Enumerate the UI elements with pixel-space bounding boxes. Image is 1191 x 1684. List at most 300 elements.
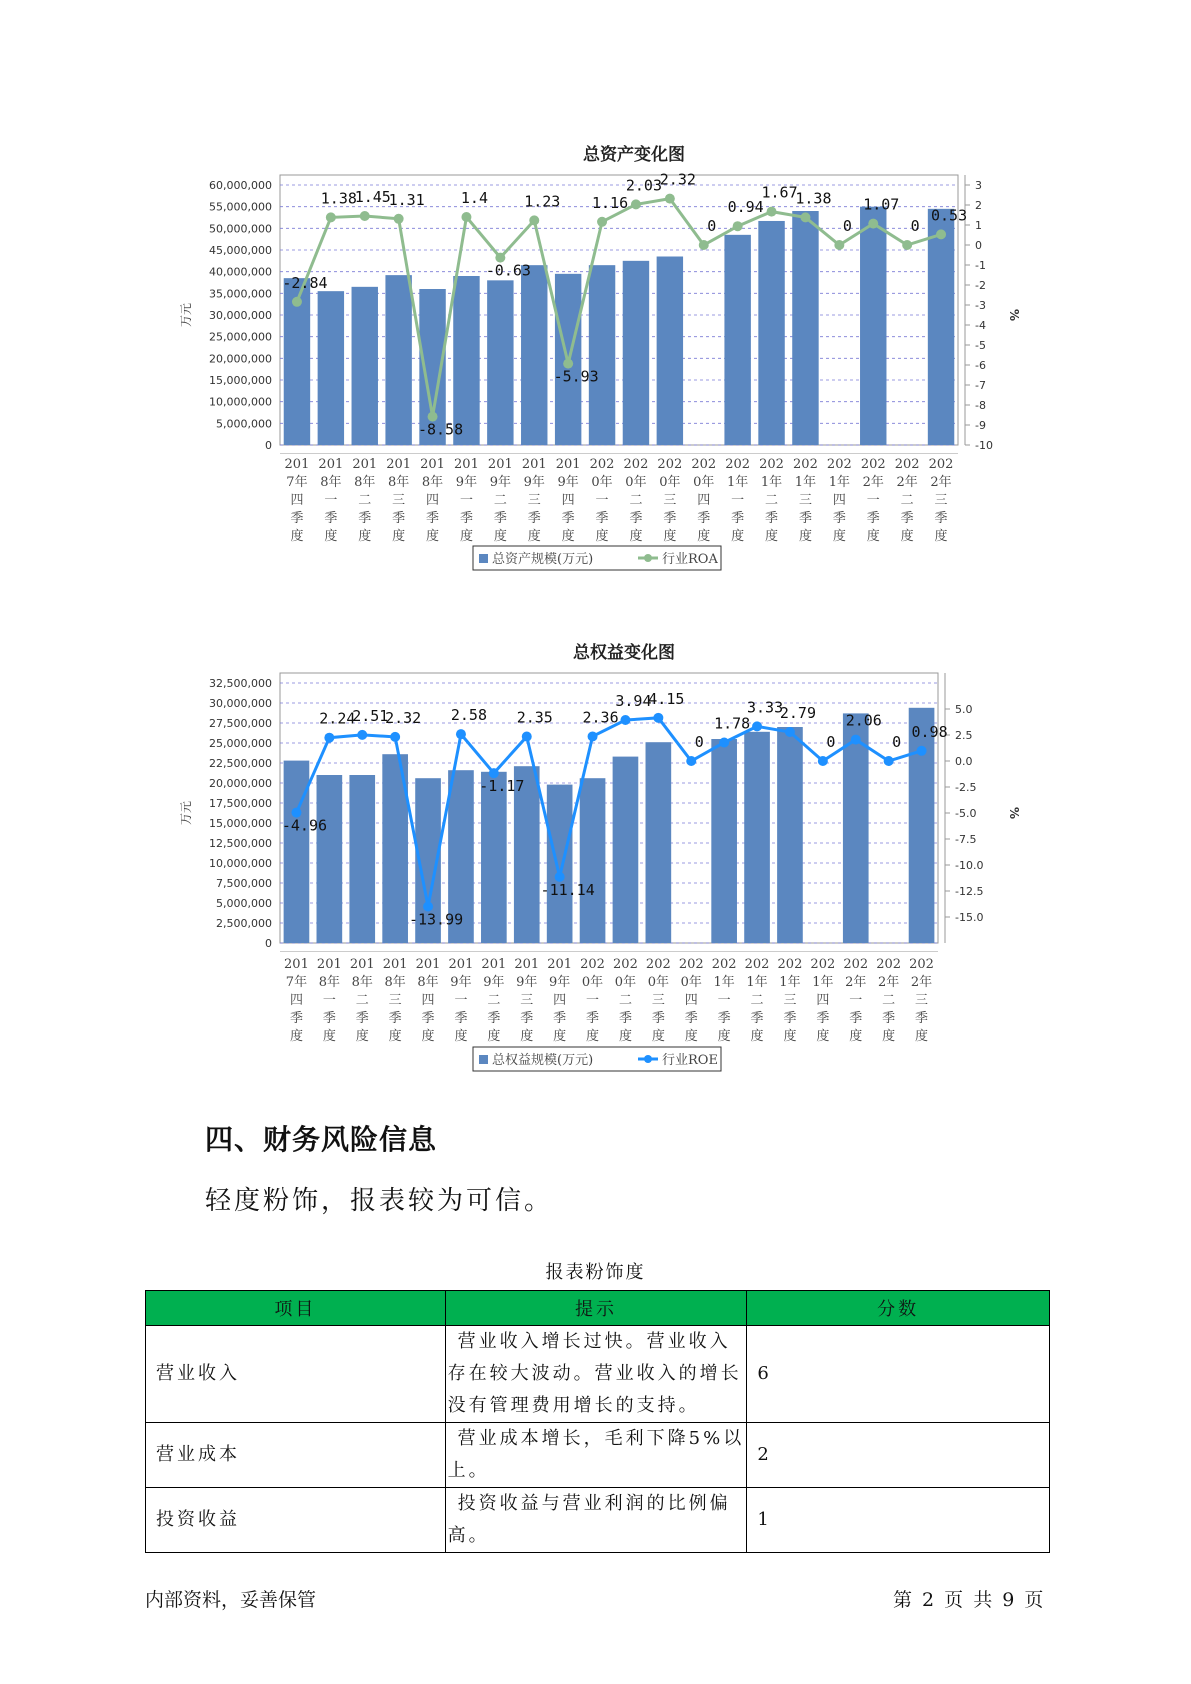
x-tick-label: 季 xyxy=(697,511,711,526)
x-tick-label: 1年 xyxy=(812,975,834,990)
data-label: 1.78 xyxy=(714,714,751,733)
x-tick-label: 度 xyxy=(934,529,948,544)
x-tick-label: 202 xyxy=(793,457,818,472)
x-tick-label: 度 xyxy=(832,529,846,544)
data-label: 0.98 xyxy=(911,722,948,741)
bar xyxy=(613,757,639,943)
header-item: 项目 xyxy=(146,1291,446,1326)
x-tick-label: 7年 xyxy=(286,475,308,490)
y2-tick-label: -7 xyxy=(975,379,986,392)
x-tick-label: 201 xyxy=(448,957,474,972)
x-tick-label: 1年 xyxy=(713,975,735,990)
x-tick-label: 度 xyxy=(520,1029,534,1044)
bar xyxy=(928,209,954,445)
bar xyxy=(487,280,513,445)
x-tick-label: 度 xyxy=(454,1029,468,1044)
row-score: 2 xyxy=(747,1423,1050,1488)
x-tick-label: 度 xyxy=(717,1029,731,1044)
data-label: 2.32 xyxy=(659,170,696,189)
x-tick-label: 三 xyxy=(651,993,665,1008)
x-tick-label: 四 xyxy=(290,493,304,508)
x-tick-label: 202 xyxy=(826,457,852,472)
x-tick-label: 201 xyxy=(481,957,507,972)
x-tick-label: 季 xyxy=(765,511,779,526)
x-tick-label: 季 xyxy=(816,1011,830,1026)
y-tick-label: 25,000,000 xyxy=(209,330,272,344)
x-tick-label: 8年 xyxy=(417,975,439,990)
x-tick-label: 季 xyxy=(783,1011,797,1026)
table-caption: 报表粉饰度 xyxy=(545,1262,646,1283)
x-tick-label: 一 xyxy=(459,493,473,508)
x-tick-label: 9年 xyxy=(549,975,571,990)
x-tick-label: 季 xyxy=(487,1011,501,1026)
x-tick-label: 一 xyxy=(849,993,863,1008)
data-point xyxy=(324,733,334,743)
row-hint: 营业成本增长，毛利下降5%以上。 xyxy=(445,1423,747,1488)
y2-tick-label: -10.0 xyxy=(955,859,984,872)
x-tick-label: 度 xyxy=(731,529,745,544)
bar xyxy=(521,265,547,445)
bar xyxy=(744,732,770,943)
y2-tick-label: -1 xyxy=(975,259,986,272)
x-tick-label: 1年 xyxy=(794,475,817,490)
data-point xyxy=(631,199,641,209)
x-tick-label: 三 xyxy=(392,493,406,508)
x-tick-label: 201 xyxy=(349,957,375,972)
y-tick-label: 50,000,000 xyxy=(209,222,272,236)
bar xyxy=(317,775,343,943)
total-assets-chart xyxy=(0,130,1191,590)
y-tick-label: 25,000,000 xyxy=(209,737,272,750)
x-tick-label: 季 xyxy=(798,511,812,526)
data-point xyxy=(360,211,370,221)
data-label: 1.45 xyxy=(354,188,391,206)
section-title: 四、财务风险信息 xyxy=(205,1123,438,1156)
data-label: -2.84 xyxy=(282,273,328,292)
x-tick-label: 0年 xyxy=(647,975,669,990)
y-tick-label: 2,500,000 xyxy=(216,917,272,930)
x-tick-label: 201 xyxy=(514,957,540,972)
y-tick-label: 40,000,000 xyxy=(209,265,272,279)
x-tick-label: 一 xyxy=(322,993,336,1008)
x-tick-label: 一 xyxy=(324,493,338,508)
data-label: 0 xyxy=(842,217,852,235)
x-tick-label: 度 xyxy=(915,1029,929,1044)
bar xyxy=(589,265,615,445)
y-tick-label: 5,000,000 xyxy=(216,897,272,910)
x-tick-label: 0年 xyxy=(591,475,613,490)
x-tick-label: 202 xyxy=(843,957,869,972)
x-tick-label: 二 xyxy=(493,493,507,508)
header-hint: 提示 xyxy=(445,1291,747,1326)
data-point xyxy=(394,214,404,224)
data-label: 1.67 xyxy=(761,183,798,202)
x-tick-label: 三 xyxy=(783,993,797,1008)
row-hint: 营业收入增长过快。营业收入存在较大波动。营业收入的增长没有管理费用增长的支持。 xyxy=(445,1326,747,1423)
x-tick-label: 201 xyxy=(318,457,344,472)
x-tick-label: 2年 xyxy=(896,475,918,490)
x-tick-label: 度 xyxy=(421,1029,435,1044)
data-label: 2.79 xyxy=(779,703,817,722)
total-equity-chart xyxy=(0,628,1191,1088)
y2-tick-label: -2.5 xyxy=(955,781,977,794)
x-tick-label: 季 xyxy=(421,1011,435,1026)
y2-tick-label: -10 xyxy=(975,439,993,452)
data-point xyxy=(456,729,466,739)
x-tick-label: 1年 xyxy=(779,975,801,990)
bar xyxy=(385,275,411,445)
x-tick-label: 1年 xyxy=(760,475,783,490)
row-item: 营业收入 xyxy=(146,1326,446,1423)
x-tick-label: 度 xyxy=(586,1029,600,1044)
x-tick-label: 季 xyxy=(832,511,846,526)
x-tick-label: 度 xyxy=(527,529,541,544)
data-label: 1.16 xyxy=(591,193,629,212)
x-tick-label: 季 xyxy=(915,1011,929,1026)
x-tick-label: 季 xyxy=(459,511,473,526)
data-point xyxy=(936,229,946,239)
x-tick-label: 202 xyxy=(725,457,751,472)
y2-tick-label: 2.5 xyxy=(955,729,973,742)
x-tick-label: 201 xyxy=(547,957,573,972)
x-tick-label: 四 xyxy=(289,993,303,1008)
y2-tick-label: -7.5 xyxy=(955,833,977,846)
data-label: -0.63 xyxy=(485,261,531,280)
x-tick-label: 8年 xyxy=(318,975,340,990)
x-tick-label: 202 xyxy=(860,457,886,472)
y2-tick-label: -5 xyxy=(975,339,986,352)
y-tick-label: 15,000,000 xyxy=(209,374,272,387)
y2-tick-label: -9 xyxy=(975,419,986,432)
x-tick-label: 三 xyxy=(520,993,534,1008)
x-tick-label: 二 xyxy=(618,993,632,1008)
legend-label: 行业ROA xyxy=(662,552,718,567)
table-row xyxy=(146,1488,1050,1553)
data-point xyxy=(665,194,675,204)
bar xyxy=(580,778,606,943)
x-tick-label: 度 xyxy=(697,529,711,544)
x-tick-label: 二 xyxy=(358,493,372,508)
y-tick-label: 7,500,000 xyxy=(216,877,272,890)
x-tick-label: 1年 xyxy=(828,475,850,490)
x-tick-label: 度 xyxy=(392,529,406,544)
x-tick-label: 季 xyxy=(561,511,575,526)
x-tick-label: 201 xyxy=(284,957,309,972)
data-label: 2.35 xyxy=(516,708,553,727)
bar xyxy=(657,257,683,446)
data-label: 1.38 xyxy=(320,189,357,208)
x-tick-label: 2年 xyxy=(862,475,884,490)
data-point xyxy=(733,221,743,231)
x-tick-label: 202 xyxy=(691,457,717,472)
x-tick-label: 202 xyxy=(894,457,920,472)
x-tick-label: 度 xyxy=(684,1029,698,1044)
data-point xyxy=(653,713,663,723)
x-tick-label: 二 xyxy=(487,993,501,1008)
x-tick-label: 四 xyxy=(426,493,440,508)
data-point xyxy=(522,732,532,742)
data-label: 2.32 xyxy=(385,708,422,727)
data-label: 1.07 xyxy=(863,195,900,214)
plot-frame xyxy=(280,175,958,445)
x-tick-label: 201 xyxy=(352,457,378,472)
bar xyxy=(724,235,750,445)
data-label: 0 xyxy=(694,733,704,751)
x-tick-label: 201 xyxy=(420,457,445,472)
x-tick-label: 季 xyxy=(392,511,406,526)
data-label: 2.36 xyxy=(582,708,619,727)
x-tick-label: 8年 xyxy=(384,975,406,990)
x-tick-label: 202 xyxy=(876,957,902,972)
y2-tick-label: -2 xyxy=(975,279,986,292)
bar xyxy=(318,291,344,445)
bar xyxy=(646,742,672,943)
x-tick-label: 度 xyxy=(459,529,473,544)
x-tick-label: 季 xyxy=(289,1011,303,1026)
x-tick-label: 202 xyxy=(744,957,770,972)
x-tick-label: 201 xyxy=(316,957,342,972)
y-tick-label: 0 xyxy=(265,439,272,452)
y2-tick-label: 0.0 xyxy=(955,755,973,768)
x-tick-label: 三 xyxy=(798,493,812,508)
y2-tick-label: 3 xyxy=(975,179,982,192)
y-tick-label: 12,500,000 xyxy=(209,837,272,850)
y-axis-label: 万元 xyxy=(179,800,193,826)
x-tick-label: 度 xyxy=(358,529,372,544)
x-tick-label: 季 xyxy=(750,1011,764,1026)
data-point xyxy=(917,746,927,756)
x-tick-label: 二 xyxy=(882,993,896,1008)
x-tick-label: 季 xyxy=(866,511,880,526)
row-score: 6 xyxy=(747,1326,1050,1423)
y2-tick-label: -8 xyxy=(975,399,986,412)
data-label: 0 xyxy=(910,217,920,235)
y-tick-label: 30,000,000 xyxy=(209,309,272,322)
x-tick-label: 度 xyxy=(290,529,304,544)
x-tick-label: 2年 xyxy=(910,975,933,990)
y-tick-label: 5,000,000 xyxy=(216,417,272,431)
data-label: -4.96 xyxy=(281,816,328,835)
data-point xyxy=(800,212,810,222)
x-tick-label: 0年 xyxy=(581,975,604,990)
x-tick-label: 度 xyxy=(561,529,575,544)
x-tick-label: 季 xyxy=(527,511,541,526)
y2-axis-label: % xyxy=(1007,308,1021,322)
x-tick-label: 季 xyxy=(629,511,643,526)
data-point xyxy=(834,240,844,250)
x-tick-label: 四 xyxy=(421,993,435,1008)
x-tick-label: 一 xyxy=(586,993,600,1008)
y-tick-label: 0 xyxy=(265,937,272,950)
row-score: 1 xyxy=(747,1488,1050,1553)
x-tick-label: 四 xyxy=(553,993,567,1008)
x-tick-label: 201 xyxy=(555,457,581,472)
data-label: 1.4 xyxy=(460,189,488,207)
data-point xyxy=(292,297,302,307)
x-tick-label: 季 xyxy=(731,511,745,526)
x-tick-label: 季 xyxy=(454,1011,468,1026)
x-tick-label: 2年 xyxy=(845,975,867,990)
x-tick-label: 度 xyxy=(355,1029,369,1044)
x-tick-label: 202 xyxy=(657,457,683,472)
data-point xyxy=(818,756,828,766)
x-tick-label: 一 xyxy=(595,493,609,508)
x-tick-label: 四 xyxy=(684,993,698,1008)
y-tick-label: 45,000,000 xyxy=(209,244,272,257)
y2-tick-label: -3 xyxy=(975,299,986,312)
bar xyxy=(777,727,803,943)
x-tick-label: 0年 xyxy=(625,475,647,490)
data-label: 1.38 xyxy=(795,189,832,208)
x-tick-label: 202 xyxy=(928,457,954,472)
x-tick-label: 1年 xyxy=(727,475,749,490)
x-tick-label: 四 xyxy=(832,493,846,508)
bar xyxy=(349,775,375,943)
x-tick-label: 202 xyxy=(759,457,784,472)
y2-tick-label: 2 xyxy=(975,199,982,212)
x-tick-label: 202 xyxy=(613,957,638,972)
legend-label: 行业ROE xyxy=(662,1053,718,1068)
legend-swatch-point xyxy=(644,1055,652,1063)
x-tick-label: 9年 xyxy=(483,975,505,990)
x-tick-label: 季 xyxy=(849,1011,863,1026)
x-tick-label: 二 xyxy=(355,993,369,1008)
x-tick-label: 201 xyxy=(454,457,479,472)
x-tick-label: 一 xyxy=(731,493,745,508)
chart-title: 总资产变化图 xyxy=(583,145,685,165)
data-label: 0.94 xyxy=(727,198,764,217)
x-tick-label: 度 xyxy=(849,1029,863,1044)
bar xyxy=(843,713,869,943)
data-point xyxy=(529,215,539,225)
x-tick-label: 一 xyxy=(454,993,468,1008)
y2-tick-label: -12.5 xyxy=(955,885,984,898)
y-tick-label: 55,000,000 xyxy=(209,200,272,214)
y-tick-label: 20,000,000 xyxy=(209,777,272,790)
x-tick-label: 201 xyxy=(521,457,547,472)
x-tick-label: 一 xyxy=(866,493,880,508)
table-row xyxy=(146,1423,1050,1488)
y-tick-label: 15,000,000 xyxy=(209,817,272,830)
data-point xyxy=(461,212,471,222)
x-tick-label: 季 xyxy=(358,511,372,526)
legend-label: 总权益规模(万元) xyxy=(492,1053,594,1068)
table-row xyxy=(146,1326,1050,1423)
x-tick-label: 三 xyxy=(388,993,402,1008)
bar xyxy=(909,708,935,943)
x-tick-label: 201 xyxy=(415,957,441,972)
x-tick-label: 度 xyxy=(798,529,812,544)
y-tick-label: 10,000,000 xyxy=(209,857,272,870)
x-tick-label: 202 xyxy=(909,957,934,972)
x-tick-label: 202 xyxy=(645,957,671,972)
y2-tick-label: -5.0 xyxy=(955,807,977,820)
data-point xyxy=(868,219,878,229)
x-tick-label: 四 xyxy=(561,493,575,508)
x-tick-label: 度 xyxy=(324,529,338,544)
x-tick-label: 度 xyxy=(322,1029,336,1044)
x-tick-label: 度 xyxy=(663,529,677,544)
x-tick-label: 二 xyxy=(900,493,914,508)
x-tick-label: 7年 xyxy=(285,975,308,990)
x-tick-label: 201 xyxy=(284,457,310,472)
x-tick-label: 季 xyxy=(663,511,677,526)
x-tick-label: 度 xyxy=(765,529,779,544)
legend-swatch-bar xyxy=(479,554,488,563)
risk-table xyxy=(145,1290,1050,1553)
data-point xyxy=(902,240,912,250)
y2-tick-label: -4 xyxy=(975,319,986,332)
x-tick-label: 度 xyxy=(553,1029,567,1044)
data-label: 2.03 xyxy=(625,176,663,195)
data-label: 2.24 xyxy=(319,709,356,728)
x-tick-label: 季 xyxy=(882,1011,896,1026)
data-point xyxy=(588,731,598,741)
x-tick-label: 季 xyxy=(324,511,338,526)
x-tick-label: 9年 xyxy=(516,975,538,990)
data-label: 3.33 xyxy=(746,698,784,717)
data-label: 1.23 xyxy=(524,192,561,211)
y-axis-label: 万元 xyxy=(179,302,193,328)
x-tick-label: 季 xyxy=(900,511,914,526)
x-tick-label: 四 xyxy=(697,493,711,508)
data-point xyxy=(390,732,400,742)
data-label: 4.15 xyxy=(648,689,685,708)
x-tick-label: 201 xyxy=(382,957,408,972)
y2-tick-label: -15.0 xyxy=(955,911,984,924)
data-label: -5.93 xyxy=(553,367,599,386)
x-tick-label: 季 xyxy=(586,1011,600,1026)
data-point xyxy=(357,730,367,740)
x-tick-label: 8年 xyxy=(421,475,444,490)
x-tick-label: 8年 xyxy=(354,475,376,490)
row-item: 营业成本 xyxy=(146,1423,446,1488)
x-tick-label: 202 xyxy=(810,957,836,972)
x-tick-label: 9年 xyxy=(523,475,545,490)
data-point xyxy=(699,240,709,250)
data-label: -11.14 xyxy=(540,880,595,899)
bar xyxy=(623,261,649,445)
x-tick-label: 三 xyxy=(934,493,948,508)
y-tick-label: 17,500,000 xyxy=(209,797,272,810)
x-tick-label: 季 xyxy=(388,1011,402,1026)
x-tick-label: 0年 xyxy=(614,975,637,990)
data-point xyxy=(851,735,861,745)
y2-tick-label: -6 xyxy=(975,359,986,372)
x-tick-label: 度 xyxy=(651,1029,665,1044)
bar xyxy=(860,207,886,445)
y-tick-label: 35,000,000 xyxy=(209,287,272,301)
chart-title: 总权益变化图 xyxy=(573,643,675,663)
bar xyxy=(711,739,737,943)
x-tick-label: 度 xyxy=(487,1029,501,1044)
x-tick-label: 1年 xyxy=(746,975,768,990)
legend-swatch-bar xyxy=(479,1055,488,1064)
data-label: -1.17 xyxy=(479,777,525,796)
y-tick-label: 10,000,000 xyxy=(209,395,272,409)
x-tick-label: 二 xyxy=(750,993,764,1008)
data-label: 1.31 xyxy=(388,190,425,209)
bar xyxy=(547,785,573,943)
y2-tick-label: 0 xyxy=(975,239,982,252)
header-score: 分数 xyxy=(747,1291,1050,1326)
data-label: -13.99 xyxy=(408,910,464,929)
bar xyxy=(284,761,310,943)
data-point xyxy=(752,721,762,731)
x-tick-label: 季 xyxy=(426,511,440,526)
x-tick-label: 202 xyxy=(777,957,803,972)
data-label: 3.94 xyxy=(615,692,652,711)
